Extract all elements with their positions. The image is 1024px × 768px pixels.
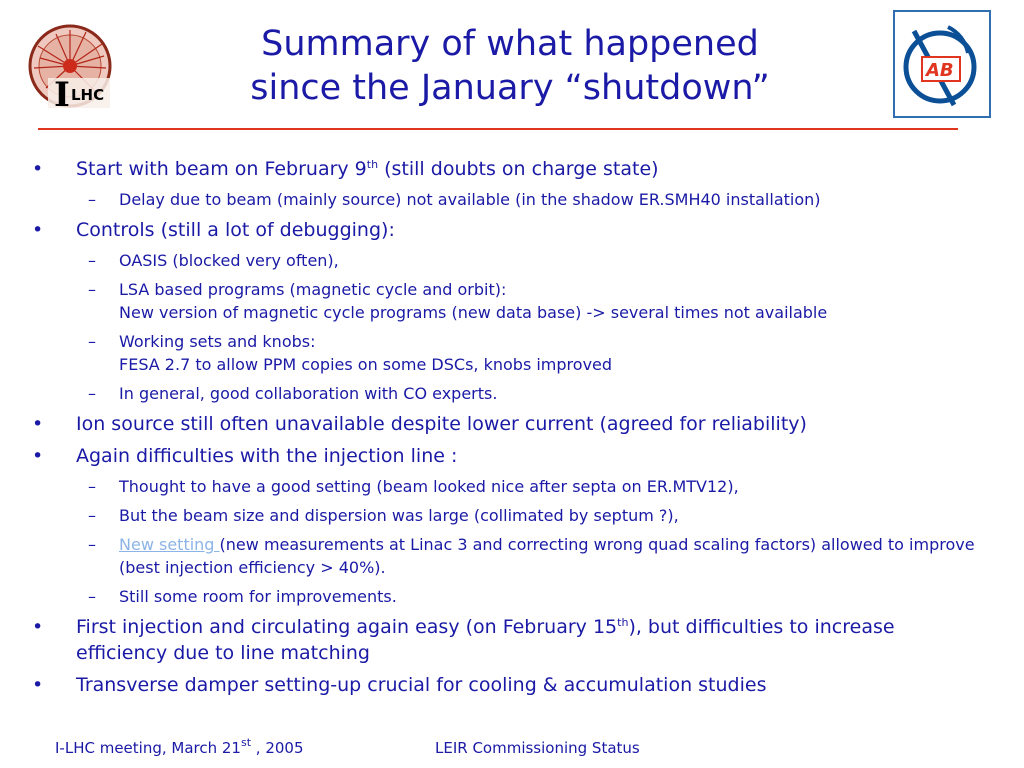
list-item: – LSA based programs (magnetic cycle and orbit): New version of magnetic cycle programs (new data base) -> several times not available (88, 280, 828, 322)
list-item: • Ion source still often unavailable despite lower current (agreed for reliability) (32, 413, 807, 435)
list-item: • Start with beam on February 9th (still doubts on charge state) (32, 158, 659, 180)
title-rule (38, 128, 958, 130)
list-item: – Thought to have a good setting (beam looked nice after septa on ER.MTV12), (88, 477, 739, 496)
title-line-1: Summary of what happened (261, 24, 759, 64)
list-item: • Again difficulties with the injection line : (32, 445, 458, 467)
list-item: – Delay due to beam (mainly source) not available (in the shadow ER.SMH40 installation) (88, 190, 821, 209)
list-item: • Controls (still a lot of debugging): (32, 219, 395, 241)
footer-meeting: I-LHC meeting, March 21st , 2005 (55, 736, 304, 757)
dash-icon: – (88, 332, 96, 351)
dash-icon: – (88, 384, 96, 403)
bullet-icon: • (32, 674, 44, 696)
slide-content (30, 156, 990, 704)
dash-icon: – (88, 535, 96, 554)
slide-title (160, 22, 860, 110)
svg-text:I: I (54, 75, 70, 114)
ab-logo (892, 9, 992, 119)
ilhc-logo (26, 22, 118, 114)
bullet-icon: • (32, 445, 44, 467)
footer-title: LEIR Commissioning Status (435, 739, 640, 757)
dash-icon: – (88, 477, 96, 496)
list-item: – Still some room for improvements. (88, 587, 397, 606)
list-item: – OASIS (blocked very often), (88, 251, 339, 270)
title-line-2: since the January “shutdown” (250, 68, 770, 108)
dash-icon: – (88, 587, 96, 606)
bullet-icon: • (32, 616, 44, 638)
svg-text:AB: AB (926, 60, 954, 81)
list-item: – In general, good collaboration with CO experts. (88, 384, 498, 403)
list-item: • First injection and circulating again easy (on February 15th), but difficulties to increase efficiency due to line matching (32, 616, 895, 664)
dash-icon: – (88, 280, 96, 299)
list-item: – But the beam size and dispersion was large (collimated by septum ?), (88, 506, 679, 525)
dash-icon: – (88, 251, 96, 270)
dash-icon: – (88, 506, 96, 525)
bullet-icon: • (32, 413, 44, 435)
list-item: – Working sets and knobs: FESA 2.7 to allow PPM copies on some DSCs, knobs improved (88, 332, 613, 374)
dash-icon: – (88, 190, 96, 209)
new-setting-link[interactable]: New setting (119, 535, 220, 554)
svg-text:LHC: LHC (71, 86, 105, 104)
list-item: – New setting (new measurements at Linac 3 and correcting wrong quad scaling factors) allowed to improve (best injection efficiency > 40%). (88, 535, 975, 577)
bullet-icon: • (32, 158, 44, 180)
bullet-icon: • (32, 219, 44, 241)
list-item: • Transverse damper setting-up crucial for cooling & accumulation studies (32, 674, 767, 696)
